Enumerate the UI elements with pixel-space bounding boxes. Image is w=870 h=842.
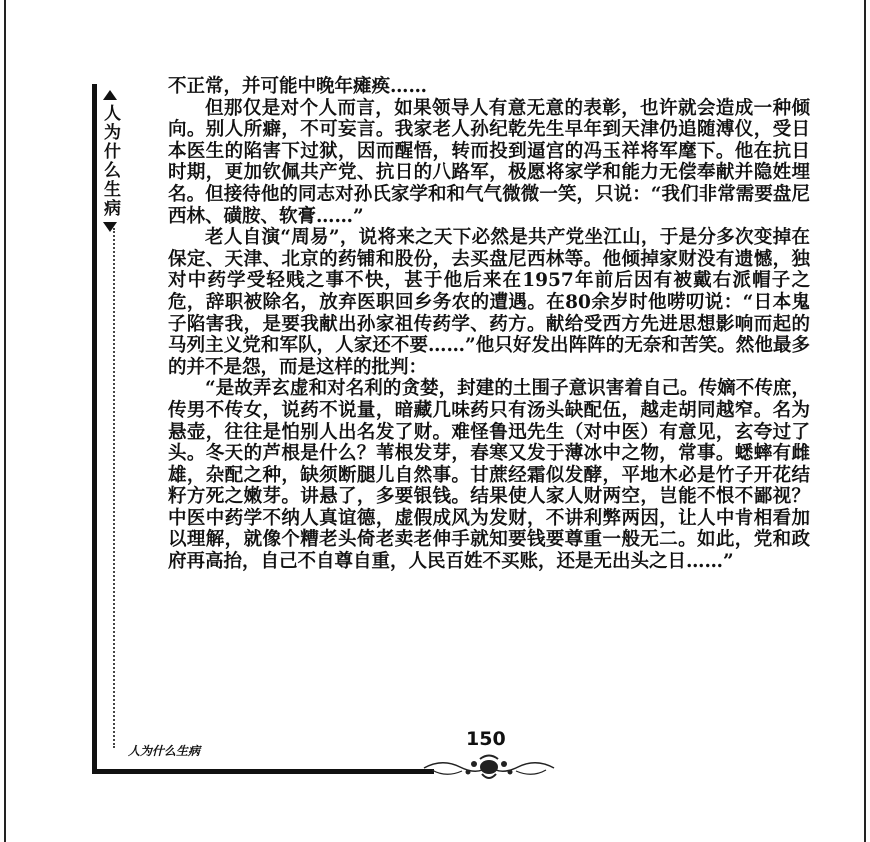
footer-book-title: 人为什么生病: [128, 744, 201, 758]
side-rule: [92, 84, 97, 774]
floral-ornament-icon: [422, 752, 556, 782]
paragraph-1: 不正常，并可能中晚年瘫痪……: [168, 76, 428, 97]
paragraph-3: 老人自演“周易”，说将来之天下必然是共产党坐江山，于是分多次变掉在保定、天津、北京的药铺和股份，去买盘尼西林等。他倾掉家财没有遗憾，独对中药学受轻贱之事不快，甚于他后来在1957年前后因有被戴右派帽子之危，辞职被除名，放弃医职回乡务农的遭遇。在80余岁时他唠叨说：“日本鬼子陷害我，是要我献出孙家祖传药学、药方。献给受西方先进思想影响而起的马列主义党和军队，人家还不要……”他只好发出阵阵的无奈和苦笑。然他最多的并不是怨，而是这样的批判：: [168, 227, 810, 378]
scan-frame-left-edge: [4, 0, 6, 842]
triangle-up-icon: [103, 90, 117, 100]
bottom-rule: [92, 769, 434, 774]
running-head-vertical: [98, 90, 122, 232]
body-text: [168, 76, 810, 573]
side-dotted-line: [113, 228, 115, 748]
triangle-down-icon: [103, 222, 117, 232]
running-head-title: 人为什么生病: [100, 104, 120, 218]
paragraph-4: “是故弄玄虚和对名利的贪婪，封建的土围子意识害着自己。传嫡不传庶，传男不传女，说药不说量，暗藏几味药只有汤头缺配伍，越走胡同越窄。名为悬壶，往往是怕别人出名发了财。难怪鲁迅先生（对中医）有意见，玄夸过了头。冬天的芦根是什么？苇根发芽，春寒又发于薄冰中之物，常事。蟋蟀有雌雄，杂配之种，缺须断腿儿自然事。甘蔗经霜似发酵，平地木必是竹子开花结籽方死之嫩芽。讲悬了，多要银钱。结果使人家人财两空，岂能不恨不鄙视？中医中药学不纳人真谊德，虚假成风为发财，不讲利弊两因，让人中肯相看加以理解，就像个糟老头倚老卖老伸手就知要钱要尊重一般无二。如此，党和政府再高抬，自己不自尊自重，人民百姓不买账，还是无出头之日……”: [168, 378, 810, 573]
paragraph-2: 但那仅是对个人而言，如果领导人有意无意的表彰，也许就会造成一种倾向。别人所癖，不可妄言。我家老人孙纪乾先生早年到天津仍追随溥仪，受日本医生的陷害下过狱，因而醒悟，转而投到逼宫的冯玉祥将军麾下。他在抗日时期，更加钦佩共产党、抗日的八路军，极愿将家学和能力无偿奉献并隐姓埋名。但接待他的同志对孙氏家学和和气气微微一笑，只说：“我们非常需要盘尼西林、磺胺、软膏……”: [168, 97, 810, 227]
scan-frame-right-edge: [864, 0, 866, 842]
page-number: 150: [466, 728, 506, 750]
